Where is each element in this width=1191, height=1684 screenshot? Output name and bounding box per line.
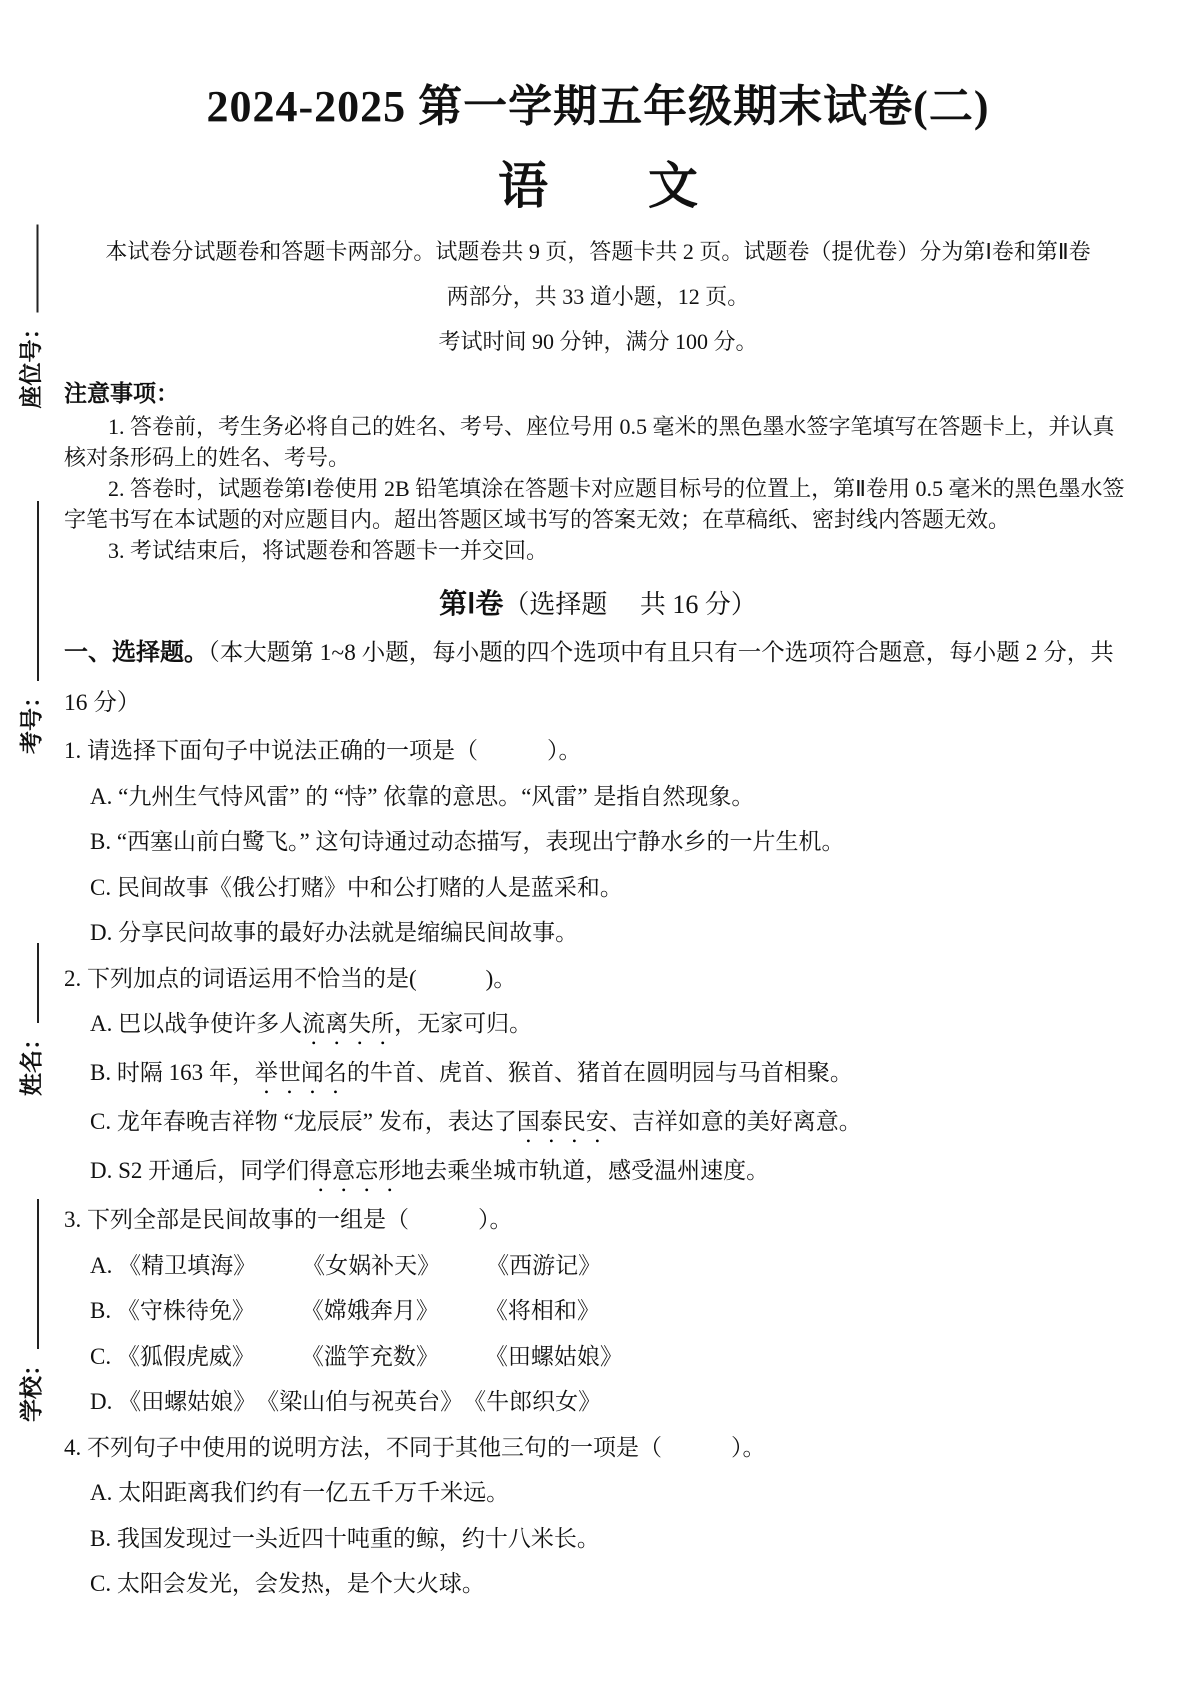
option-A [64, 774, 1132, 820]
emphasized-text: 流离失所 [302, 1011, 395, 1036]
option-text: 《精卫填海》 《女娲补天》 《西游记》 [118, 1252, 602, 1278]
option-text: 时隔 163 年， [116, 1060, 255, 1085]
name-field [0, 928, 58, 1111]
notice-heading: 注意事项： [64, 380, 179, 406]
exam-number-blank-line [31, 501, 39, 681]
emphasized-text: 得意忘形 [309, 1158, 402, 1183]
option-text: S2 开通后，同学们 [118, 1158, 310, 1183]
seat-number-field [0, 200, 58, 432]
option-text: ，无家可归。 [394, 1011, 533, 1036]
question-2 [64, 956, 1132, 1198]
volume-heading-rest: （选择题 共 16 分） [503, 590, 757, 619]
option-text: 太阳会发光，会发热，是个大火球。 [116, 1571, 485, 1596]
emphasized-text: 举世闻名 [254, 1060, 347, 1085]
option-label: A. [90, 1252, 119, 1278]
option-C [64, 1099, 1132, 1148]
emphasized-text: 国泰民安 [516, 1109, 609, 1134]
option-label: A. [90, 783, 119, 809]
option-label: D. [90, 1389, 119, 1414]
question-4 [64, 1425, 1132, 1607]
option-text: 《田螺姑娘》 《梁山伯与祝英台》 《牛郎织女》 [118, 1389, 602, 1414]
name-blank-line [31, 943, 39, 1023]
option-text: 分享民问故事的最好办法就是缩编民间故事。 [118, 920, 579, 945]
question-3 [64, 1197, 1132, 1425]
option-label: A. [90, 1011, 119, 1036]
option-label: B. [90, 829, 117, 854]
option-text: 《狐假虎威》 《滥竽充数》 《田螺姑娘》 [116, 1343, 623, 1369]
intro-line: 两部分，共 33 道小题，12 页。 [446, 284, 750, 309]
option-A [64, 1470, 1132, 1516]
option-label: C. [90, 874, 117, 900]
notice-item: 2. 答卷时，试题卷第Ⅰ卷使用 2B 铅笔填涂在答题卡对应题目标号的位置上，第Ⅱ卷用 0.5 毫米的黑色墨水签字笔书写在本试题的对应题目内。超出答题区域书写的答案无效；在草稿纸、密封线内答题无效。 [64, 476, 1125, 532]
question-stem: 3. 下列全部是民间故事的一组是（ ）。 [64, 1207, 513, 1232]
option-A [64, 1243, 1132, 1289]
name-label: 姓名： [17, 1027, 44, 1096]
question-stem: 2. 下列加点的词语运用不恰当的是( )。 [64, 965, 517, 991]
option-B [64, 819, 1132, 865]
option-A [64, 1001, 1132, 1050]
option-label: C. [90, 1571, 117, 1596]
seat-number-blank-line [31, 224, 39, 312]
option-text: 太阳距离我们约有一亿五千万千米远。 [118, 1480, 510, 1505]
option-text: “九州生气恃风雷” 的 “恃” 依靠的意思。“风雷” 是指自然现象。 [118, 783, 755, 809]
intro-line: 本试卷分试题卷和答题卡两部分。试题卷共 9 页，答题卡共 2 页。试题卷（提优卷）分为第Ⅰ卷和第Ⅱ卷 [105, 239, 1091, 264]
option-D [64, 1148, 1132, 1197]
exam-number-field [0, 485, 58, 770]
subject-title: 语 文 [498, 158, 698, 214]
option-label: B. [90, 1298, 117, 1323]
option-label: D. [90, 920, 119, 945]
option-C [64, 865, 1132, 911]
volume-heading-bold: 第Ⅰ卷 [439, 588, 504, 619]
option-text: 我国发现过一头近四十吨重的鲸，约十八米长。 [116, 1525, 600, 1551]
paper-title: 2024-2025 第一学期五年级期末试卷(二) [206, 82, 990, 131]
questions [64, 728, 1132, 1607]
option-text: 巴以战争使许多人 [118, 1011, 303, 1036]
option-label: B. [90, 1060, 117, 1085]
paper-content [64, 70, 1132, 1607]
part-heading-rest: （本大题第 1~8 小题，每小题的四个选项中有且只有一个选项符合题意，每小题 2 分，共 16 分） [64, 640, 1114, 716]
option-B [64, 1516, 1132, 1562]
question-stem: 4. 不列句子中使用的说明方法，不同于其他三句的一项是（ ）。 [64, 1434, 766, 1460]
part-heading-bold: 一、选择题。 [64, 639, 208, 666]
question-1 [64, 728, 1132, 956]
option-D [64, 910, 1132, 956]
school-field [0, 1178, 58, 1443]
option-C [64, 1561, 1132, 1607]
option-D [64, 1379, 1132, 1425]
option-label: A. [90, 1480, 119, 1505]
option-text: 民间故事《俄公打赌》中和公打赌的人是蓝采和。 [116, 874, 623, 900]
part-heading [64, 628, 1132, 728]
option-text: 地去乘坐城市轨道，感受温州速度。 [401, 1158, 770, 1183]
option-text: 龙年春晚吉祥物 “龙辰辰” 发布，表达了 [116, 1109, 517, 1134]
option-text: “西塞山前白鹭飞。” 这句诗通过动态描写，表现出宁静水乡的一片生机。 [116, 829, 845, 854]
option-label: D. [90, 1158, 119, 1183]
option-label: C. [90, 1343, 117, 1369]
option-C [64, 1334, 1132, 1380]
school-label: 学校： [17, 1353, 44, 1422]
school-blank-line [31, 1199, 39, 1349]
option-text: 《守株待免》 《嫦娥奔月》 《将相和》 [116, 1298, 600, 1323]
question-stem: 1. 请选择下面句子中说法正确的一项是（ ）。 [64, 738, 582, 763]
option-B [64, 1288, 1132, 1334]
notice-item: 1. 答卷前，考生务必将自己的姓名、考号、座位号用 0.5 毫米的黑色墨水签字笔填写在答题卡上，并认真核对条形码上的姓名、考号。 [64, 414, 1115, 470]
option-label: C. [90, 1109, 117, 1134]
volume-heading [64, 582, 1132, 622]
seat-number-label: 座位号： [17, 316, 44, 408]
option-label: B. [90, 1525, 117, 1551]
option-B [64, 1050, 1132, 1099]
exam-number-label: 考号： [17, 685, 44, 754]
option-text: 的牛首、虎首、猴首、猪首在圆明园与马首相聚。 [346, 1060, 853, 1085]
notice-item: 3. 考试结束后，将试题卷和答题卡一并交回。 [108, 538, 549, 563]
intro-line: 考试时间 90 分钟，满分 100 分。 [438, 329, 758, 354]
option-text: 、吉祥如意的美好离意。 [608, 1109, 862, 1134]
